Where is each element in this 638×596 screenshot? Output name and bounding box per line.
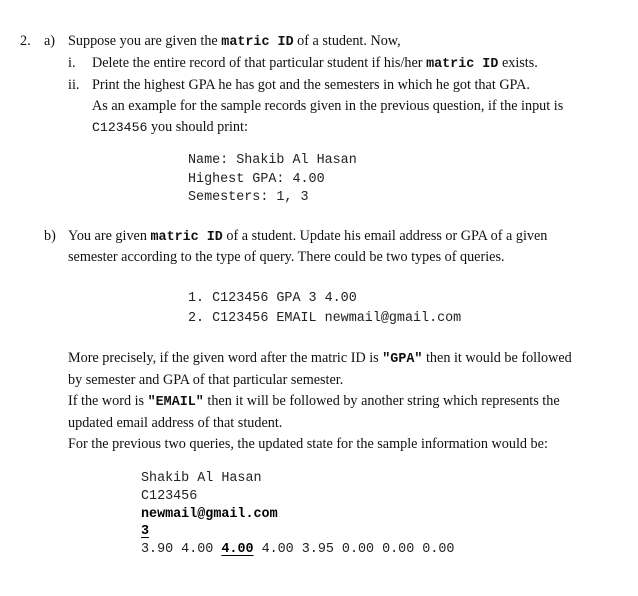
para-line5: For the previous two queries, the updated state for the sample information would be: [68, 436, 548, 452]
part-a-intro-text: Suppose you are given the [68, 33, 218, 49]
output-gpa-line: Highest GPA: 4.00 [188, 172, 325, 187]
part-b-line1-post: of a student. Update his email address or GPA of a given [226, 228, 548, 244]
part-a-label: a) [44, 33, 56, 49]
output-semesters-line: Semesters: 1, 3 [188, 190, 309, 205]
item-i-text-pre: Delete the entire record of that particular student if his/her [92, 55, 423, 71]
question-number: 2. [20, 33, 31, 49]
para-line2: by semester and GPA of that particular semester. [68, 372, 344, 388]
para-line3 [68, 393, 560, 410]
query-2: 2. C123456 EMAIL newmail@gmail.com [188, 311, 462, 326]
email-keyword: "EMAIL" [147, 395, 204, 410]
para-line1 [68, 350, 572, 367]
part-b-matric-code: matric ID [150, 230, 223, 245]
state-gpa-after: 4.00 3.95 0.00 0.00 0.00 [261, 542, 455, 557]
item-ii-line3-text: you should print: [150, 119, 248, 135]
item-i-label: i. [68, 55, 76, 71]
item-i-text-post: exists. [501, 55, 538, 71]
para-line4: updated email address of that student. [68, 415, 283, 431]
part-b-line2: semester according to the type of query. There could be two types of queries. [68, 249, 505, 265]
input-code: C123456 [92, 120, 148, 135]
output-name-line: Name: Shakib Al Hasan [188, 153, 357, 168]
state-gpa-updated: 4.00 [221, 542, 254, 557]
state-name: Shakib Al Hasan [141, 471, 262, 486]
state-gpa-before: 3.90 4.00 [141, 542, 214, 557]
matric-id-code: matric ID [221, 35, 294, 50]
state-id: C123456 [141, 489, 198, 504]
item-ii-line3 [92, 119, 248, 136]
state-email: newmail@gmail.com [141, 507, 278, 522]
query-1: 1. C123456 GPA 3 4.00 [188, 291, 357, 306]
part-b-line1-pre: You are given [68, 228, 147, 244]
item-i-code: matric ID [426, 57, 499, 72]
state-semester: 3 [141, 524, 150, 539]
part-a-intro [68, 33, 401, 50]
item-ii-line1: Print the highest GPA he has got and the semesters in which he got that GPA. [92, 77, 530, 93]
part-a-intro-tail: of a student. Now, [297, 33, 401, 49]
item-ii-line2: As an example for the sample records given in the previous question, if the input is [92, 98, 564, 114]
para-line3-pre: If the word is [68, 393, 145, 409]
item-ii-label: ii. [68, 77, 80, 93]
gpa-keyword: "GPA" [382, 352, 423, 367]
state-gpa-row [141, 542, 454, 557]
para-line1-post: then it would be followed [425, 350, 572, 366]
part-b-label: b) [44, 228, 56, 244]
part-b-line1 [68, 228, 547, 245]
item-i-text [92, 55, 538, 72]
para-line1-pre: More precisely, if the given word after the matric ID is [68, 350, 379, 366]
para-line3-post: then it will be followed by another string which represents the [207, 393, 560, 409]
